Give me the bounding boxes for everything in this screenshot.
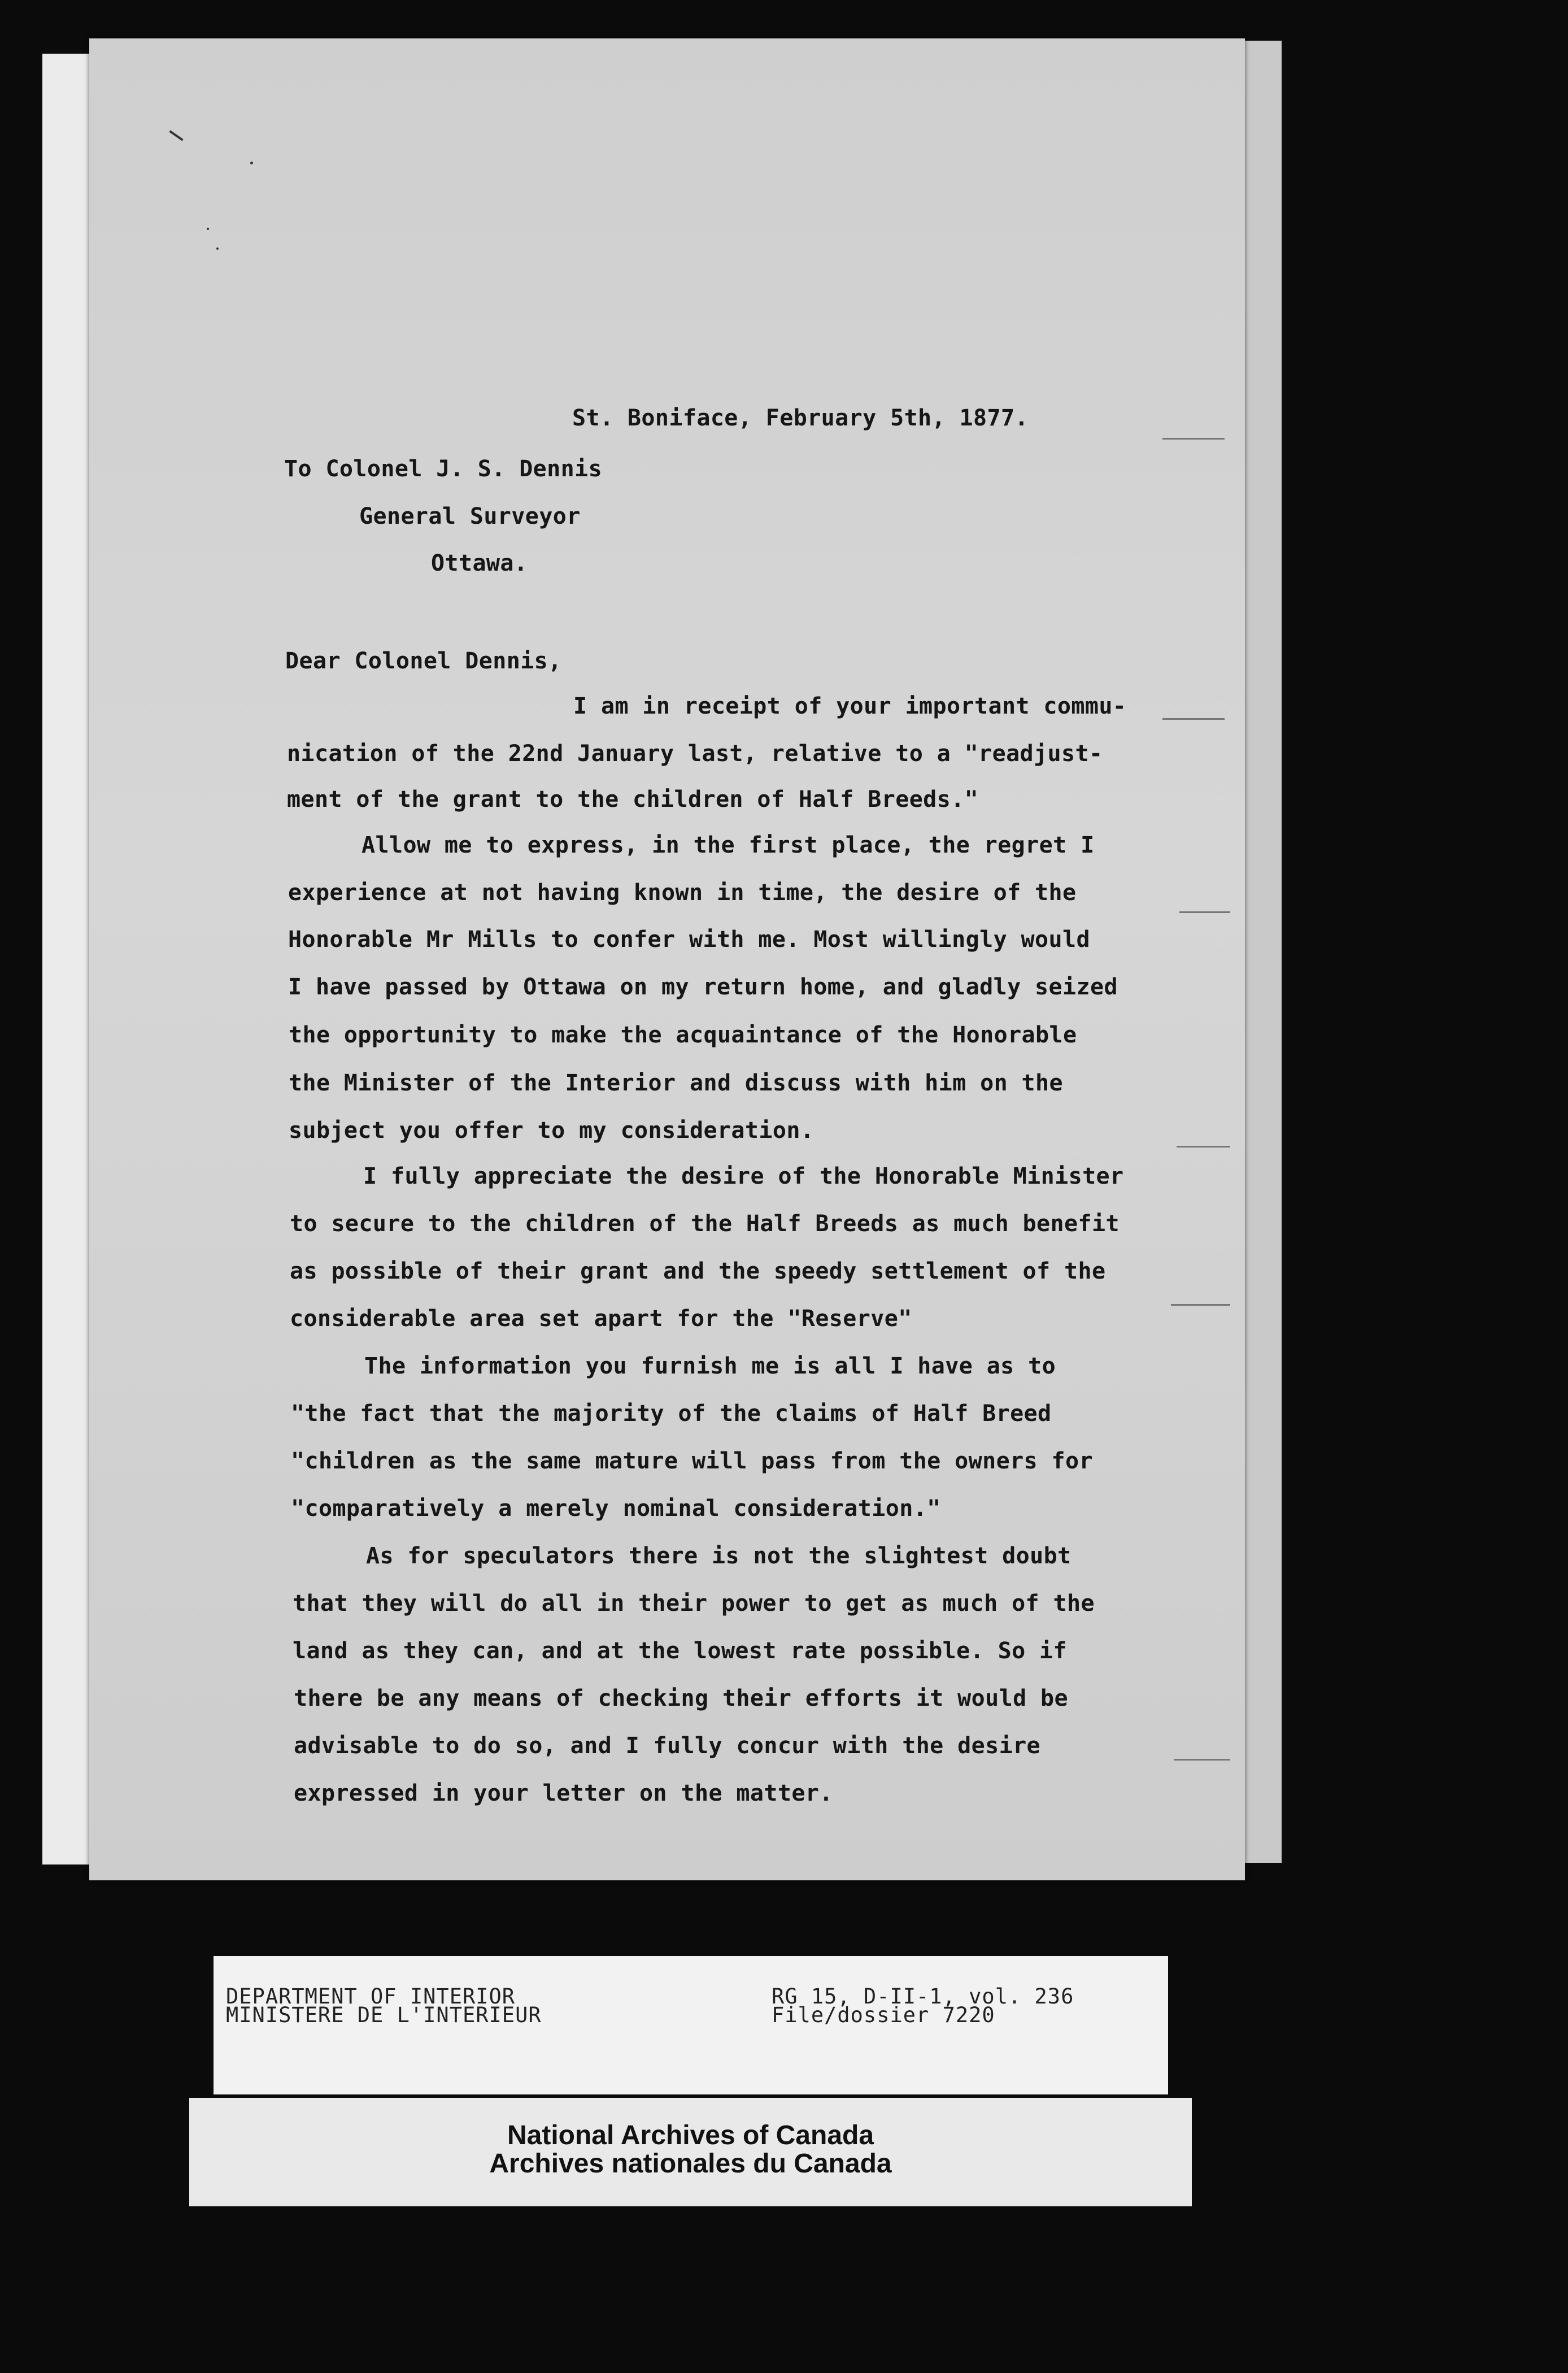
body-line: The information you furnish me is all I have as to	[364, 1353, 1056, 1379]
body-line: I fully appreciate the desire of the Honorable Minister	[363, 1163, 1124, 1189]
right-sheet-edge	[1240, 41, 1282, 1863]
edge-tick	[1179, 911, 1230, 913]
national-archives-stamp	[189, 2098, 1192, 2206]
body-line: nication of the 22nd January last, relative to a "readjust-	[287, 741, 1103, 767]
body-line: subject you offer to my consideration.	[289, 1118, 815, 1144]
file-number: File/dossier 7220	[772, 2003, 995, 2027]
record-group-reference: RG 15, D-II-1, vol. 236	[772, 1984, 1074, 2009]
body-line: I have passed by Ottawa on my return home, and gladly seized	[288, 974, 1118, 1000]
body-line: As for speculators there is not the slightest doubt	[366, 1543, 1072, 1569]
department-en: DEPARTMENT OF INTERIOR	[226, 1984, 516, 2009]
body-line: to secure to the children of the Half Breeds as much benefit	[290, 1211, 1120, 1237]
body-line: as possible of their grant and the speedy settlement of the	[290, 1258, 1106, 1284]
body-line: land as they can, and at the lowest rate possible. So if	[293, 1638, 1067, 1664]
body-line: experience at not having known in time, the desire of the	[288, 880, 1077, 906]
body-line: I am in receipt of your important commu-	[573, 693, 1127, 719]
edge-tick	[1177, 1146, 1230, 1148]
body-line: Allow me to express, in the first place, the regret I	[361, 832, 1095, 858]
body-line: there be any means of checking their efforts it would be	[294, 1685, 1068, 1711]
salutation: Dear Colonel Dennis,	[285, 648, 562, 674]
edge-tick	[1162, 718, 1225, 720]
recipient-title: General Surveyor	[359, 503, 581, 529]
archives-name-en: National Archives of Canada	[507, 2120, 874, 2150]
recipient-city: Ottawa.	[431, 550, 528, 576]
speck	[250, 162, 253, 164]
department-fr: MINISTERE DE L'INTERIEUR	[226, 2003, 542, 2027]
body-line: advisable to do so, and I fully concur with the desire	[294, 1733, 1041, 1759]
edge-tick	[1171, 1304, 1230, 1306]
archives-name-fr: Archives nationales du Canada	[489, 2149, 892, 2179]
scratch-mark	[169, 130, 183, 141]
body-line: "children as the same mature will pass from the owners for	[291, 1448, 1093, 1474]
letter-page	[89, 38, 1245, 1880]
archive-reference-label	[214, 1956, 1168, 2094]
body-line: the Minister of the Interior and discuss with him on the	[289, 1070, 1063, 1096]
edge-tick	[1162, 438, 1225, 440]
back-sheet-edge	[42, 54, 94, 1864]
speck	[216, 247, 219, 250]
body-line: ment of the grant to the children of Half Breeds."	[287, 786, 979, 812]
body-line: the opportunity to make the acquaintance of the Honorable	[289, 1022, 1077, 1048]
body-line: considerable area set apart for the "Reserve"	[290, 1306, 912, 1332]
body-line: Honorable Mr Mills to confer with me. Most willingly would	[288, 927, 1090, 953]
edge-tick	[1174, 1759, 1230, 1761]
body-line: that they will do all in their power to get as much of the	[293, 1590, 1095, 1616]
body-line: "the fact that the majority of the claims of Half Breed	[291, 1401, 1052, 1427]
recipient-name: To Colonel J. S. Dennis	[284, 456, 603, 482]
body-line: "comparatively a merely nominal consideration."	[291, 1496, 941, 1522]
speck	[207, 228, 209, 230]
body-line: expressed in your letter on the matter.	[294, 1780, 833, 1806]
dateline: St. Boniface, February 5th, 1877.	[572, 405, 1029, 431]
